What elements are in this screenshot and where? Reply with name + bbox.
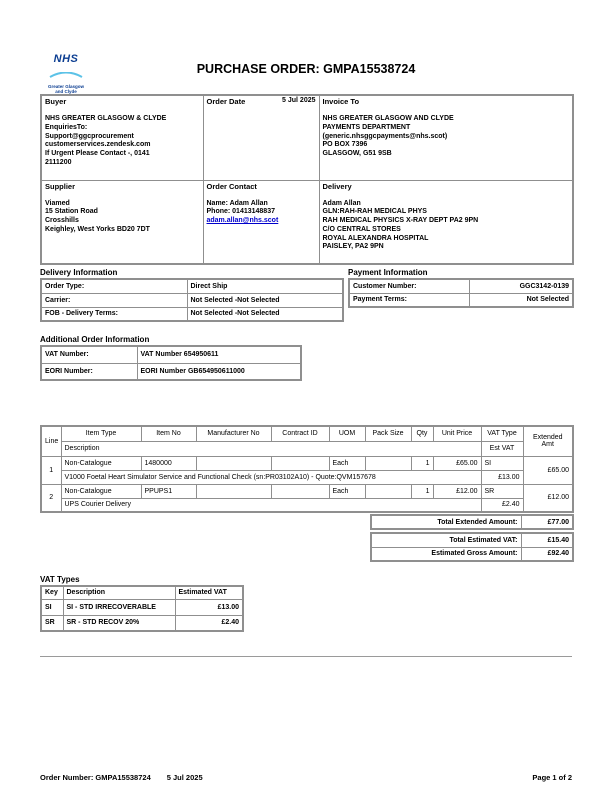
manufacturer-no bbox=[196, 484, 271, 498]
delivery-line: GLN:RAH-RAH MEDICAL PHYS bbox=[322, 208, 427, 216]
payment-information-table bbox=[348, 278, 574, 308]
contract-id bbox=[271, 456, 329, 470]
footer-order-number: Order Number: GMPA15538724 bbox=[40, 773, 151, 782]
nhs-wordmark: NHS bbox=[53, 53, 79, 65]
invoice-to-line: NHS GREATER GLASGOW AND CLYDE bbox=[322, 115, 454, 122]
vat-description: SR - STD RECOV 20% bbox=[63, 615, 175, 631]
vat-col-description: Description bbox=[63, 586, 175, 599]
uom: Each bbox=[329, 456, 365, 470]
delivery-line: PAISLEY, PA2 9PN bbox=[322, 243, 384, 251]
row-label: Carrier: bbox=[41, 293, 187, 307]
extended-amt: £65.00 bbox=[523, 456, 573, 484]
col-header-uom: UOM bbox=[329, 426, 365, 441]
col-header-description: Description bbox=[61, 441, 481, 456]
vat-type-row bbox=[41, 599, 243, 615]
row-label: FOB - Delivery Terms: bbox=[41, 307, 187, 321]
item-no: 1480000 bbox=[141, 456, 196, 470]
item-description: V1000 Foetal Heart Simulator Service and Functional Check (sn:PR03102A10) - Quote:QVM157678 bbox=[61, 470, 481, 484]
total-estimated-vat-value: £15.40 bbox=[521, 533, 573, 547]
delivery-label: Delivery bbox=[322, 181, 352, 191]
line-items-table bbox=[40, 425, 574, 513]
extended-amt: £12.00 bbox=[523, 484, 573, 512]
line-item-description-row bbox=[41, 470, 573, 484]
buyer-line: If Urgent Please Contact -, 0141 bbox=[45, 150, 150, 158]
invoice-to-line: PAYMENTS DEPARTMENT bbox=[322, 123, 411, 131]
line-number: 2 bbox=[41, 484, 61, 512]
col-header-item-no: Item No bbox=[141, 426, 196, 441]
col-header-unit-price: Unit Price bbox=[433, 426, 481, 441]
invoice-to-cell bbox=[319, 95, 573, 180]
line-number: 1 bbox=[41, 456, 61, 484]
unit-price: £12.00 bbox=[433, 484, 481, 498]
row-value: Direct Ship bbox=[187, 279, 343, 293]
additional-order-information-table bbox=[40, 345, 302, 381]
buyer-line: Support@ggcprocurement bbox=[45, 132, 134, 140]
item-description: UPS Courier Delivery bbox=[61, 498, 481, 512]
order-contact-cell bbox=[203, 180, 319, 264]
row-label: Customer Number: bbox=[349, 279, 469, 293]
row-value: GGC3142-0139 bbox=[469, 279, 573, 293]
contract-id bbox=[271, 484, 329, 498]
vat-types-table bbox=[40, 585, 244, 632]
vat-type: SI bbox=[481, 456, 523, 470]
vat-type: SR bbox=[481, 484, 523, 498]
delivery-line: RAH MEDICAL PHYSICS X-RAY DEPT PA2 9PN bbox=[322, 217, 479, 225]
row-value: Not Selected -Not Selected bbox=[187, 307, 343, 321]
col-header-qty: Qty bbox=[411, 426, 433, 441]
supplier-cell bbox=[41, 180, 203, 264]
vat-estimated: £13.00 bbox=[175, 599, 243, 615]
buyer-line: customerservices.zendesk.com bbox=[45, 141, 151, 149]
section-divider bbox=[40, 656, 572, 657]
buyer-line: EnquiriesTo: bbox=[45, 123, 88, 131]
estimated-gross-value: £92.40 bbox=[521, 547, 573, 561]
invoice-to-line: GLASGOW, G51 9SB bbox=[322, 150, 392, 158]
buyer-line: NHS GREATER GLASGOW & CLYDE bbox=[45, 115, 167, 122]
page-footer bbox=[40, 773, 572, 782]
order-header-table bbox=[40, 94, 574, 265]
total-extended-box bbox=[370, 514, 574, 530]
row-value: EORI Number GB654950611000 bbox=[137, 363, 301, 380]
row-label: Payment Terms: bbox=[349, 293, 469, 307]
row-label: Order Type: bbox=[41, 279, 187, 293]
supplier-line: Viamed bbox=[45, 199, 70, 207]
row-label: VAT Number: bbox=[41, 346, 137, 363]
line-item-description-row bbox=[41, 498, 573, 512]
vat-col-estimated-vat: Estimated VAT bbox=[175, 586, 243, 599]
estimated-gross-label: Estimated Gross Amount: bbox=[371, 547, 521, 561]
vat-description: SI - STD IRRECOVERABLE bbox=[63, 599, 175, 615]
col-header-pack-size: Pack Size bbox=[365, 426, 411, 441]
unit-price: £65.00 bbox=[433, 456, 481, 470]
col-header-extended-amt: Extended Amt bbox=[523, 426, 573, 456]
delivery-line: C/O CENTRAL STORES bbox=[322, 225, 401, 233]
delivery-information-table bbox=[40, 278, 344, 322]
estimated-totals-box bbox=[370, 532, 574, 562]
order-contact-phone: Phone: 01413148837 bbox=[206, 208, 275, 216]
line-item-row bbox=[41, 484, 573, 498]
row-label: EORI Number: bbox=[41, 363, 137, 380]
supplier-line: Keighley, West Yorks BD20 7DT bbox=[45, 225, 150, 233]
line-item-row bbox=[41, 456, 573, 470]
page-title: PURCHASE ORDER: GMPA15538724 bbox=[196, 62, 416, 76]
item-type: Non-Catalogue bbox=[61, 456, 141, 470]
nhs-org-name: Greater Glasgow and Clyde bbox=[47, 84, 84, 94]
buyer-cell bbox=[41, 95, 203, 180]
invoice-to-label: Invoice To bbox=[322, 97, 360, 106]
vat-key: SR bbox=[41, 615, 63, 631]
invoice-to-line: (generic.nhsggcpayments@nhs.scot) bbox=[322, 132, 448, 140]
item-type: Non-Catalogue bbox=[61, 484, 141, 498]
est-vat: £13.00 bbox=[481, 470, 523, 484]
vat-type-row bbox=[41, 615, 243, 631]
row-value: Not Selected bbox=[469, 293, 573, 307]
delivery-line: Adam Allan bbox=[322, 199, 361, 207]
item-no: PPUPS1 bbox=[141, 484, 196, 498]
order-contact-label: Order Contact bbox=[206, 181, 257, 191]
row-value: Not Selected -Not Selected bbox=[187, 293, 343, 307]
col-header-vat-type: VAT Type bbox=[481, 426, 523, 441]
col-header-contract-id: Contract ID bbox=[271, 426, 329, 441]
vat-estimated: £2.40 bbox=[175, 615, 243, 631]
order-date-value: 5 Jul 2025 bbox=[282, 97, 316, 104]
pack-size bbox=[365, 484, 411, 498]
additional-order-information-heading: Additional Order Information bbox=[40, 335, 150, 344]
qty: 1 bbox=[411, 484, 433, 498]
pack-size bbox=[365, 456, 411, 470]
total-extended-value: £77.00 bbox=[521, 515, 573, 529]
col-header-manufacturer-no: Manufacturer No bbox=[196, 426, 271, 441]
invoice-to-line: PO BOX 7396 bbox=[322, 141, 368, 149]
footer-page-number: Page 1 of 2 bbox=[532, 773, 572, 782]
order-date-label: Order Date bbox=[206, 97, 246, 106]
order-date-cell bbox=[203, 95, 319, 180]
vat-types-heading: VAT Types bbox=[40, 575, 80, 584]
order-contact-name: Name: Adam Allan bbox=[206, 199, 268, 207]
buyer-line: 2111200 bbox=[45, 158, 72, 166]
est-vat: £2.40 bbox=[481, 498, 523, 512]
col-header-est-vat: Est VAT bbox=[481, 441, 523, 456]
delivery-cell bbox=[319, 180, 573, 264]
footer-date: 5 Jul 2025 bbox=[166, 773, 203, 782]
order-contact-email-link[interactable]: adam.allan@nhs.scot bbox=[206, 217, 279, 225]
vat-key: SI bbox=[41, 599, 63, 615]
manufacturer-no bbox=[196, 456, 271, 470]
buyer-label: Buyer bbox=[45, 97, 67, 106]
vat-col-key: Key bbox=[41, 586, 63, 599]
supplier-line: Crosshills bbox=[45, 217, 79, 225]
delivery-line: ROYAL ALEXANDRA HOSPITAL bbox=[322, 234, 429, 242]
delivery-information-heading: Delivery Information bbox=[40, 268, 118, 277]
qty: 1 bbox=[411, 456, 433, 470]
total-estimated-vat-label: Total Estimated VAT: bbox=[371, 533, 521, 547]
row-value: VAT Number 654950611 bbox=[137, 346, 301, 363]
uom: Each bbox=[329, 484, 365, 498]
payment-information-heading: Payment Information bbox=[348, 268, 428, 277]
supplier-label: Supplier bbox=[45, 181, 76, 191]
col-header-item-type: Item Type bbox=[61, 426, 141, 441]
total-extended-label: Total Extended Amount: bbox=[371, 515, 521, 529]
supplier-line: 15 Station Road bbox=[45, 208, 98, 216]
col-header-line: Line bbox=[41, 426, 61, 456]
